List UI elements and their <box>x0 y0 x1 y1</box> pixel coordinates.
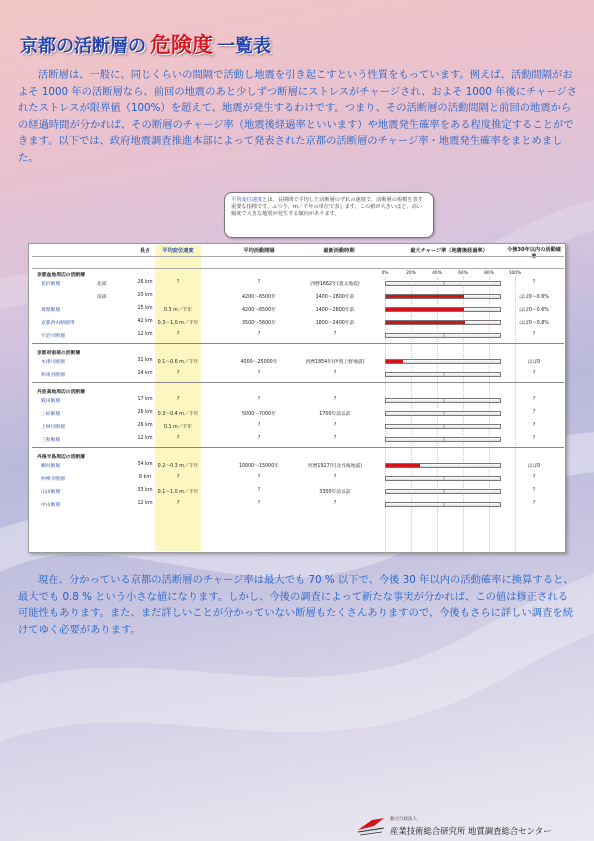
fault-latest-activity: 1400〜2800年前 <box>315 295 355 300</box>
fault-slip-rate: ? <box>176 332 180 337</box>
fault-interval: ? <box>257 475 261 480</box>
fault-interval: 4200〜6500年 <box>241 308 277 313</box>
org-type: 独立行政法人 <box>390 817 417 822</box>
charge-bar-fill <box>386 464 420 467</box>
fault-length: 8 km <box>138 475 152 480</box>
fault-latest-activity: ? <box>333 501 337 506</box>
page-title <box>20 29 271 57</box>
charge-bar <box>385 333 501 338</box>
aist-logo-icon <box>356 816 386 838</box>
fault-interval: 4200〜6500年 <box>241 295 277 300</box>
charge-bar-label: ? <box>443 281 446 286</box>
fault-interval: ? <box>257 397 261 402</box>
charge-bar <box>385 489 501 494</box>
fault-probability: ほぼ0 <box>527 360 541 365</box>
charge-bar-fill <box>386 360 403 363</box>
fault-length: 34 km <box>137 462 153 467</box>
fault-length: 42 km <box>137 319 153 324</box>
charge-bar <box>385 424 501 429</box>
charge-bar-label: 22〜67% <box>478 294 496 299</box>
fault-probability: ? <box>532 397 536 402</box>
group-divider <box>32 343 564 344</box>
fault-slip-rate: ? <box>176 436 180 441</box>
group-divider <box>32 382 564 383</box>
fault-slip-rate: ? <box>176 371 180 376</box>
fault-latest-activity: ? <box>333 397 337 402</box>
fault-table <box>28 243 566 553</box>
fault-probability: ? <box>532 332 536 337</box>
fault-slip-rate: 0.1〜0.6 m／千年 <box>157 360 199 365</box>
fault-name: 三和断層 <box>41 438 61 443</box>
fault-slip-rate: ? <box>176 397 180 402</box>
fault-interval: 4000〜25000年 <box>240 360 278 365</box>
fault-probability: ? <box>532 475 536 480</box>
fault-slip-rate: 0.3〜1.0 m／千年 <box>157 321 199 326</box>
header-divider <box>32 268 564 269</box>
fault-latest-activity: ? <box>333 371 337 376</box>
fault-name: 和束谷断層 <box>41 373 65 378</box>
fault-slip-rate: 0.1 m／千年 <box>163 425 193 430</box>
fault-latest-activity: ? <box>333 423 337 428</box>
charge-bar-label: ? <box>443 372 446 377</box>
group-title: 京都府南部の活断層 <box>37 351 81 356</box>
group-title: 丹波高地周辺の活断層 <box>37 390 85 395</box>
fault-length: 14 km <box>137 371 153 376</box>
axis-tick-label: 40% <box>432 271 442 276</box>
fault-interval: 10000〜15000年 <box>238 464 280 469</box>
fault-interval: ? <box>257 423 261 428</box>
fault-name: 山田断層 <box>41 490 61 495</box>
fault-latest-activity: 3300年前以前 <box>319 490 351 495</box>
fault-interval: 3500〜5600年 <box>241 321 277 326</box>
charge-bar-label: ? <box>443 398 446 403</box>
fault-interval: ? <box>257 488 261 493</box>
title-prefix: 京都の活断層の <box>20 36 146 57</box>
charge-bar-fill <box>386 308 464 311</box>
fault-slip-rate: 0.3 m／千年 <box>163 308 193 313</box>
axis-tick-label: 60% <box>458 271 468 276</box>
slip-rate-callout <box>224 192 434 238</box>
header-divider <box>32 256 564 257</box>
axis-gridline <box>515 277 516 552</box>
charge-bar-label: ? <box>443 502 446 507</box>
fault-interval: ? <box>257 280 261 285</box>
charge-bar <box>385 476 501 481</box>
charge-bar-label: 0.5〜0.8% <box>476 463 496 468</box>
axis-tick-label: 0% <box>381 271 389 276</box>
fault-interval: ? <box>257 332 261 337</box>
title-suffix: 一覧表 <box>217 36 271 57</box>
charge-bar-label: ? <box>443 476 446 481</box>
fault-length: 26 km <box>137 280 153 285</box>
fault-probability: ? <box>532 436 536 441</box>
fault-latest-activity: 1800〜2400年前 <box>315 321 355 326</box>
fault-probability: ほぼ0〜0.6% <box>519 295 549 300</box>
header-length: 長さ <box>139 248 151 254</box>
charge-bar-label: 22〜67% <box>478 307 496 312</box>
group-title: 丹後半島周辺の活断層 <box>37 455 85 460</box>
header-probability: 今後30年以内の活動確率 <box>507 247 561 260</box>
charge-bar-label: 32〜69% <box>478 320 496 325</box>
fault-interval: 5000〜7000年 <box>241 412 277 417</box>
fault-interval: ? <box>257 371 261 376</box>
fault-name: 黄檗断層 <box>41 308 61 313</box>
charge-bar <box>385 294 501 299</box>
fault-name: 中山断層 <box>41 503 61 508</box>
fault-slip-rate: ? <box>176 475 180 480</box>
fault-interval: ? <box>257 501 261 506</box>
fault-probability: ? <box>532 371 536 376</box>
fault-slip-rate: 0.1〜1.0 m／千年 <box>157 490 199 495</box>
fault-segment: 北部 <box>97 282 107 287</box>
charge-bar <box>385 281 501 286</box>
fault-slip-rate: ? <box>176 280 180 285</box>
axis-tick-label: 80% <box>484 271 494 276</box>
fault-length: 12 km <box>137 501 153 506</box>
fault-latest-activity: ? <box>333 332 337 337</box>
intro-paragraph: 活断層は、一般に、同じくらいの間隔で活動し地震を引き起こすという性質をもっています。例えば、活動間隔がおよそ 1000 年の活断層なら、前回の地震のあと少しずつ断層にストレスがチャージされ、およそ 1000 年後にチャージされたストレスが限界値（100%）を超えて、地震が発生するわけです。つまり、その活断層の活動間隔と前回の地震からの経過時間が分かれば、その断層のチャージ率（地震後経過率といいます）や地震発生確率をある程度推定することができます。以下では、政府地震調査推進本部によって発表された京都の活断層のチャージ率・地震発生確率をまとめました。 <box>18 69 578 164</box>
charge-bar-label: ? <box>443 424 446 429</box>
fault-name: 木津川断層 <box>41 360 65 365</box>
fault-probability: ほぼ0〜0.8% <box>519 321 549 326</box>
fault-length: 17 km <box>137 397 153 402</box>
charge-bar-label: ? <box>443 333 446 338</box>
fault-length: 26 km <box>137 410 153 415</box>
fault-name: 郷村断層 <box>41 464 61 469</box>
fault-name: 仲禅寺断層 <box>41 477 65 482</box>
axis-tick-label: 100% <box>508 271 522 276</box>
fault-length: 33 km <box>137 488 153 493</box>
fault-interval: ? <box>257 436 261 441</box>
group-title: 京都盆地周辺の活断層 <box>37 273 85 278</box>
org-name: 産業技術総合研究所 地質調査総合センター <box>390 826 552 836</box>
header-latest: 最新活動時期 <box>323 248 355 254</box>
fault-latest-activity: ? <box>333 436 337 441</box>
fault-latest-activity: 1400〜2800年前 <box>315 308 355 313</box>
fault-length: 20 km <box>137 293 153 298</box>
charge-bar <box>385 398 501 403</box>
fault-name: 京都西山断層帯 <box>41 321 75 326</box>
fault-slip-rate: ? <box>176 501 180 506</box>
charge-bar-label: ? <box>443 437 446 442</box>
fault-length: 12 km <box>137 332 153 337</box>
fault-probability: ? <box>532 280 536 285</box>
fault-latest-activity: 西暦1662年(寛文地震) <box>310 282 360 287</box>
fault-probability: ほぼ0 <box>527 464 541 469</box>
axis-tick-label: 20% <box>406 271 416 276</box>
fault-name: 花折断層 <box>41 282 61 287</box>
charge-bar <box>385 320 501 325</box>
callout-text: とは、長期間で平均した活断層のずれの速度で、活断層の規模を表す重要な指標です。ふつう、m／千年の単位で表します。この値が大きいほど、高い頻度で大きな地震が発生する傾向があります。 <box>231 197 423 218</box>
fault-name: 三峠断層 <box>41 412 61 417</box>
charge-bar <box>385 411 501 416</box>
summary-paragraph: 現在、分かっている京都の活断層のチャージ率は最大でも 70 % 以下で、今後 30 年以内の活動確率に換算すると、最大でも 0.8 % という小さな値になります。しかし、今後の調査によって新たな事実が分かれば、この値は修正される可能性もあります。また、まだ詳しいことが分かっていない断層もたくさんありますので、今後もさらに詳しい調査を続けてゆく必要があります。 <box>18 574 574 636</box>
fault-length: 26 km <box>137 423 153 428</box>
title-danger-word: 危険度 <box>150 33 213 57</box>
fault-probability: ? <box>532 501 536 506</box>
callout-keyword: 平均変位速度 <box>231 197 263 203</box>
fault-latest-activity: ? <box>333 475 337 480</box>
charge-bar <box>385 502 501 507</box>
fault-latest-activity: 西暦1927年(北丹後地震) <box>307 464 363 469</box>
fault-probability: ? <box>532 410 536 415</box>
fault-slip-rate: 0.3〜0.4 m／千年 <box>157 412 199 417</box>
group-divider <box>32 447 564 448</box>
fault-probability: ほぼ0〜0.6% <box>519 308 549 313</box>
charge-bar-label: ? <box>443 411 446 416</box>
charge-bar <box>385 437 501 442</box>
fault-segment: 南部 <box>97 295 107 300</box>
fault-probability: ? <box>532 423 536 428</box>
fault-length: 12 km <box>137 436 153 441</box>
header-charge-rate: 最大チャージ率（地震後経過率） <box>410 248 488 254</box>
fault-probability: ? <box>532 488 536 493</box>
fault-length: 15 km <box>137 306 153 311</box>
charge-bar-fill <box>386 295 464 298</box>
charge-bar <box>385 372 501 377</box>
charge-bar-label: ? <box>443 489 446 494</box>
fault-name: 殿田断層 <box>41 399 61 404</box>
charge-bar-label: 1〜4% <box>483 359 496 364</box>
fault-latest-activity: 西暦1854年(伊賀上野地震) <box>305 360 365 365</box>
charge-bar <box>385 463 501 468</box>
fault-latest-activity: 1700年前以前 <box>319 412 351 417</box>
fault-name: 上林川断層 <box>41 425 65 430</box>
fault-name: 宇治川断層 <box>41 334 65 339</box>
header-slip-rate: 平均変位速度 <box>162 248 194 254</box>
fault-slip-rate: 0.2〜0.3 m／千年 <box>157 464 199 469</box>
fault-length: 31 km <box>137 358 153 363</box>
charge-bar <box>385 359 501 364</box>
charge-bar <box>385 307 501 312</box>
header-interval: 平均活動間隔 <box>243 248 275 254</box>
charge-bar-fill <box>386 321 465 324</box>
